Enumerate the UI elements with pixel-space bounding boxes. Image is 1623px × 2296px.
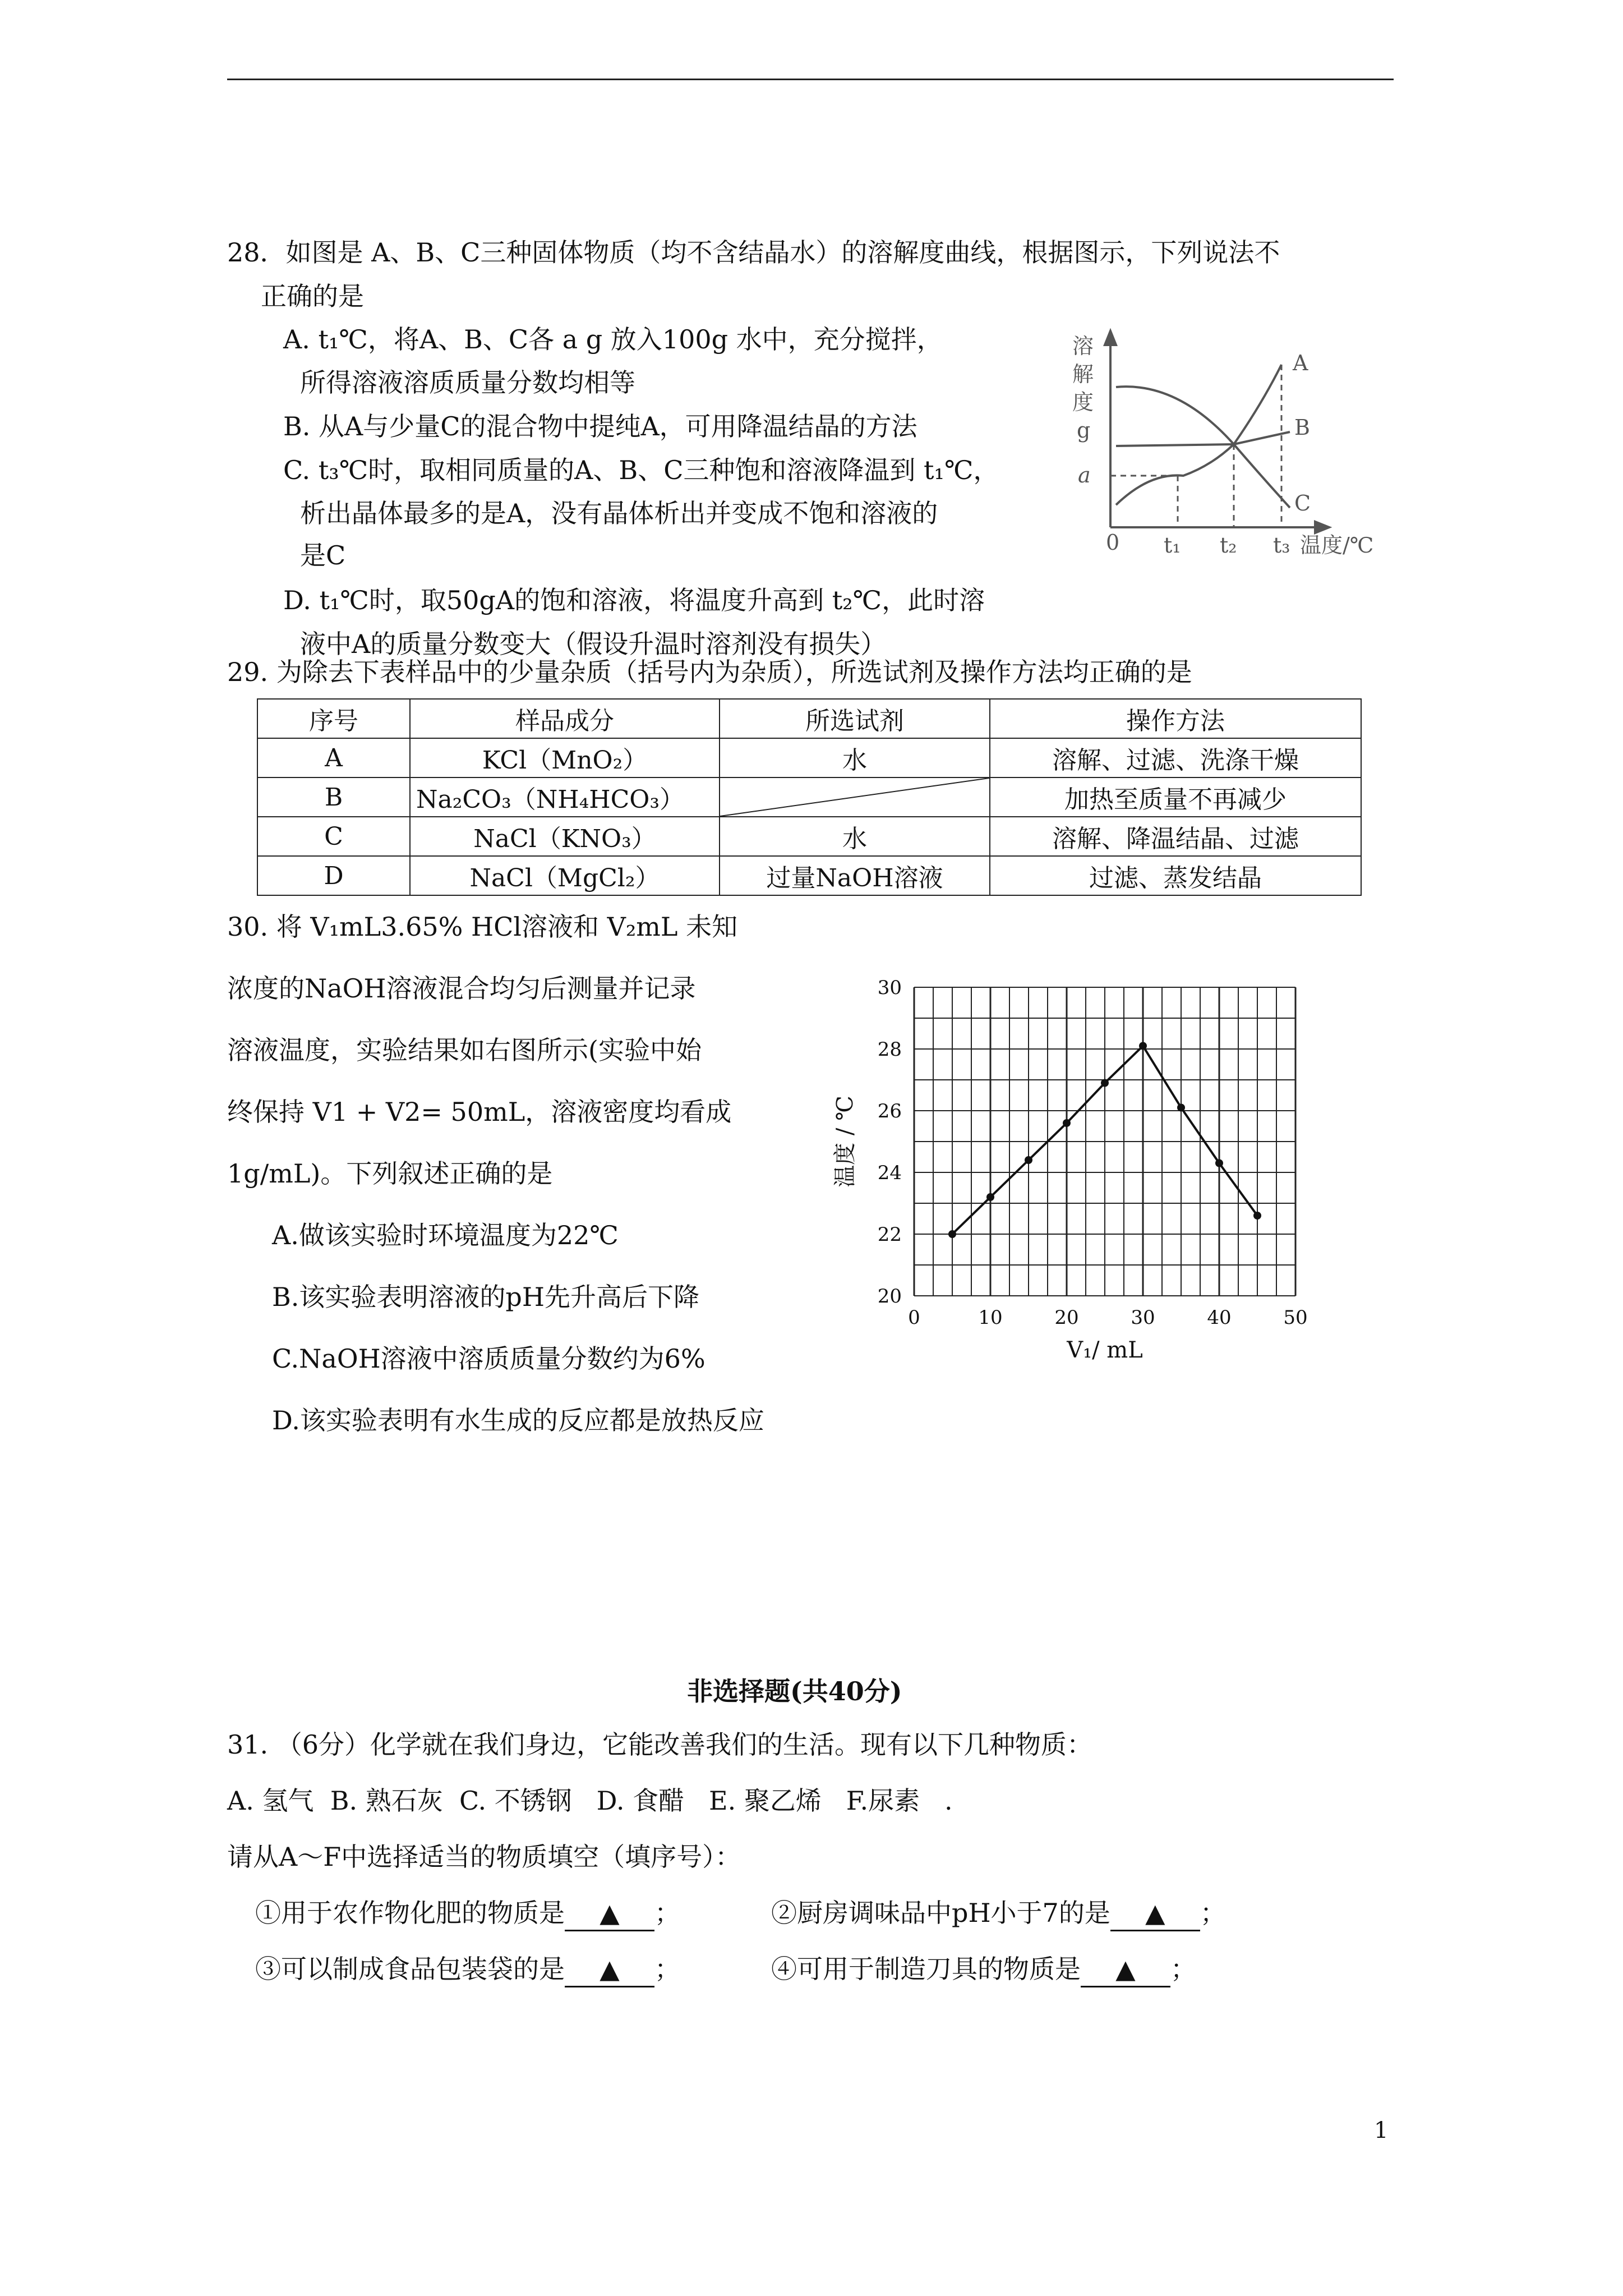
q30-option-b: B.该实验表明溶液的pH先升高后下降 <box>272 1282 699 1312</box>
q30-stem-line4: 终保持 V1 + V2= 50mL，溶液密度均看成 <box>227 1097 732 1127</box>
q28-option-d-line1: D. t₁℃时，取50gA的饱和溶液，将温度升高到 t₂℃，此时溶 <box>283 585 985 615</box>
table-cell: KCl（MnO₂） <box>410 738 720 777</box>
q31-item-3-text: ③可以制成食品包装袋的是 <box>255 1954 565 1984</box>
table-cell: NaCl（KNO₃） <box>410 817 720 856</box>
header-rule <box>227 79 1394 80</box>
q30-stem-line3: 溶液温度，实验结果如右图所示(实验中始 <box>227 1035 702 1065</box>
curve-c <box>1116 386 1290 508</box>
q28-option-b: B. 从A与少量C的混合物中提纯A，可用降温结晶的方法 <box>283 411 917 441</box>
section-title: 非选择题(共40分) <box>687 1676 902 1706</box>
y-axis-arrow <box>1105 331 1116 345</box>
y-tick-label: 28 <box>877 1038 902 1061</box>
data-point <box>1139 1042 1147 1050</box>
q30-option-a: A.做该实验时环境温度为22℃ <box>272 1220 619 1250</box>
y-tick-label: 24 <box>877 1162 902 1184</box>
data-point <box>986 1193 994 1201</box>
x-axis-label: 温度/℃ <box>1300 533 1374 558</box>
triangle-icon: ▲ <box>1115 1954 1136 1984</box>
y-label-char: g <box>1077 418 1091 443</box>
q31-instruction: 请从A～F中选择适当的物质填空（填序号）： <box>227 1842 741 1872</box>
separator: ； <box>654 1898 680 1928</box>
y-axis-label: 温度 / ℃ <box>832 1096 858 1188</box>
x-tick-label: 50 <box>1283 1306 1308 1329</box>
a-label: a <box>1078 463 1091 487</box>
data-point <box>1177 1104 1185 1112</box>
answer-blank[interactable] <box>1110 1896 1200 1931</box>
q31-item-4-text: ④可用于制造刀具的物质是 <box>771 1954 1081 1984</box>
answer-blank[interactable] <box>565 1896 654 1931</box>
y-label-char: 解 <box>1072 362 1094 386</box>
triangle-icon: ▲ <box>1145 1898 1165 1928</box>
curve-b-label: B <box>1294 415 1310 440</box>
table-cell: B <box>257 777 410 817</box>
q28-option-c-line1: C. t₃℃时，取相同质量的A、B、C三种饱和溶液降温到 t₁℃， <box>283 455 999 485</box>
answer-blank[interactable] <box>565 1952 654 1987</box>
table-cell: 水 <box>720 817 990 856</box>
table-cell: NaCl（MgCl₂） <box>410 856 720 895</box>
x-tick-label: 30 <box>1131 1306 1155 1329</box>
data-point <box>1215 1159 1223 1167</box>
q30-stem-line1: 30. 将 V₁mL3.65% HCl溶液和 V₂mL 未知 <box>227 912 738 942</box>
q31-item-4 <box>771 1952 1196 1987</box>
t1-label: t₁ <box>1164 533 1181 558</box>
q30-option-d: D.该实验表明有水生成的反应都是放热反应 <box>272 1405 764 1435</box>
table-cell: C <box>257 817 410 856</box>
table-row <box>257 856 1361 895</box>
curve-a <box>1116 365 1281 505</box>
table-header-cell: 序号 <box>257 699 410 738</box>
y-tick-label: 22 <box>877 1223 902 1246</box>
x-axis-label: V₁/ mL <box>1067 1337 1143 1363</box>
separator: ； <box>654 1954 680 1984</box>
q30-option-c: C.NaOH溶液中溶质质量分数约为6% <box>272 1343 706 1374</box>
table-header-cell: 所选试剂 <box>720 699 990 738</box>
triangle-icon: ▲ <box>600 1954 620 1984</box>
q28-option-a-line1: A. t₁℃，将A、B、C各 a g 放入100g 水中，充分搅拌， <box>283 324 943 355</box>
table-row <box>257 777 1361 817</box>
q28-option-a-line2: 所得溶液溶质质量分数均相等 <box>300 367 635 398</box>
x-tick-label: 10 <box>978 1306 1003 1329</box>
data-point <box>1063 1119 1071 1127</box>
y-label-char: 溶 <box>1072 334 1094 358</box>
x-tick-label: 0 <box>908 1306 920 1329</box>
table-cell: 过滤、蒸发结晶 <box>990 856 1361 895</box>
q31-stem: 31. （6分）化学就在我们身边，它能改善我们的生活。现有以下几种物质： <box>227 1729 1093 1760</box>
table-cell: 加热至质量不再减少 <box>990 777 1361 817</box>
q29-table <box>257 698 1362 896</box>
curve-c-label: C <box>1294 491 1311 516</box>
table-cell: 过量NaOH溶液 <box>720 856 990 895</box>
separator: ； <box>1170 1954 1196 1984</box>
q29-stem: 29. 为除去下表样品中的少量杂质（括号内为杂质），所选试剂及操作方法均正确的是 <box>227 657 1192 687</box>
q31-item-3 <box>255 1952 680 1987</box>
q31-item-2 <box>771 1896 1226 1931</box>
t3-label: t₃ <box>1273 533 1290 558</box>
q30-stem-line5: 1g/mL)。下列叙述正确的是 <box>227 1158 553 1189</box>
origin-label: 0 <box>1106 530 1120 555</box>
data-point <box>948 1230 956 1238</box>
x-tick-label: 20 <box>1054 1306 1079 1329</box>
q28-option-c-line3: 是C <box>300 540 346 570</box>
t2-label: t₂ <box>1220 533 1237 558</box>
q28-stem-line1: 28．如图是 A、B、C三种固体物质（均不含结晶水）的溶解度曲线，根据图示，下列说法不 <box>227 237 1280 268</box>
y-tick-label: 26 <box>877 1100 902 1122</box>
q31-item-1-text: ①用于农作物化肥的物质是 <box>255 1898 565 1928</box>
table-cell: D <box>257 856 410 895</box>
table-header-cell: 操作方法 <box>990 699 1361 738</box>
answer-blank[interactable] <box>1081 1952 1170 1987</box>
table-header-row <box>257 699 1361 738</box>
q28-stem-line2: 正确的是 <box>261 281 364 311</box>
data-point <box>1025 1156 1032 1164</box>
table-row <box>257 738 1361 777</box>
table-cell: 水 <box>720 738 990 777</box>
separator: ； <box>1200 1898 1226 1928</box>
data-point <box>1253 1212 1261 1220</box>
table-row <box>257 817 1361 856</box>
q28-option-c-line2: 析出晶体最多的是A，没有晶体析出并变成不饱和溶液的 <box>300 498 938 528</box>
q31-options: A. 氢气 B. 熟石灰 C. 不锈钢 D. 食醋 E. 聚乙烯 F.尿素 . <box>227 1786 953 1816</box>
table-cell: 溶解、过滤、洗涤干燥 <box>990 738 1361 777</box>
curve-a-label: A <box>1293 351 1308 375</box>
table-header-cell: 样品成分 <box>410 699 720 738</box>
q30-stem-line2: 浓度的NaOH溶液混合均匀后测量并记录 <box>227 973 696 1004</box>
table-cell: 溶解、降温结晶、过滤 <box>990 817 1361 856</box>
q28-option-d-line2: 液中A的质量分数变大（假设升温时溶剂没有损失） <box>300 629 887 659</box>
curve-b <box>1116 432 1290 446</box>
table-cell: Na₂CO₃（NH₄HCO₃） <box>410 777 720 817</box>
diagonal-slash <box>720 778 989 816</box>
data-point <box>1101 1079 1109 1087</box>
solubility-curve-figure <box>1066 325 1402 567</box>
y-tick-label: 30 <box>877 977 902 999</box>
table-cell: A <box>257 738 410 777</box>
q31-item-1 <box>255 1896 680 1931</box>
x-axis-arrow <box>1315 522 1329 533</box>
page-number: 1 <box>1374 2118 1389 2143</box>
x-tick-label: 40 <box>1207 1306 1232 1329</box>
y-label-char: 度 <box>1072 390 1094 415</box>
table-cell-slashed <box>720 777 990 817</box>
triangle-icon: ▲ <box>600 1898 620 1928</box>
q31-item-2-text: ②厨房调味品中pH小于7的是 <box>771 1898 1110 1928</box>
temperature-chart <box>830 976 1312 1380</box>
y-tick-label: 20 <box>877 1285 902 1308</box>
